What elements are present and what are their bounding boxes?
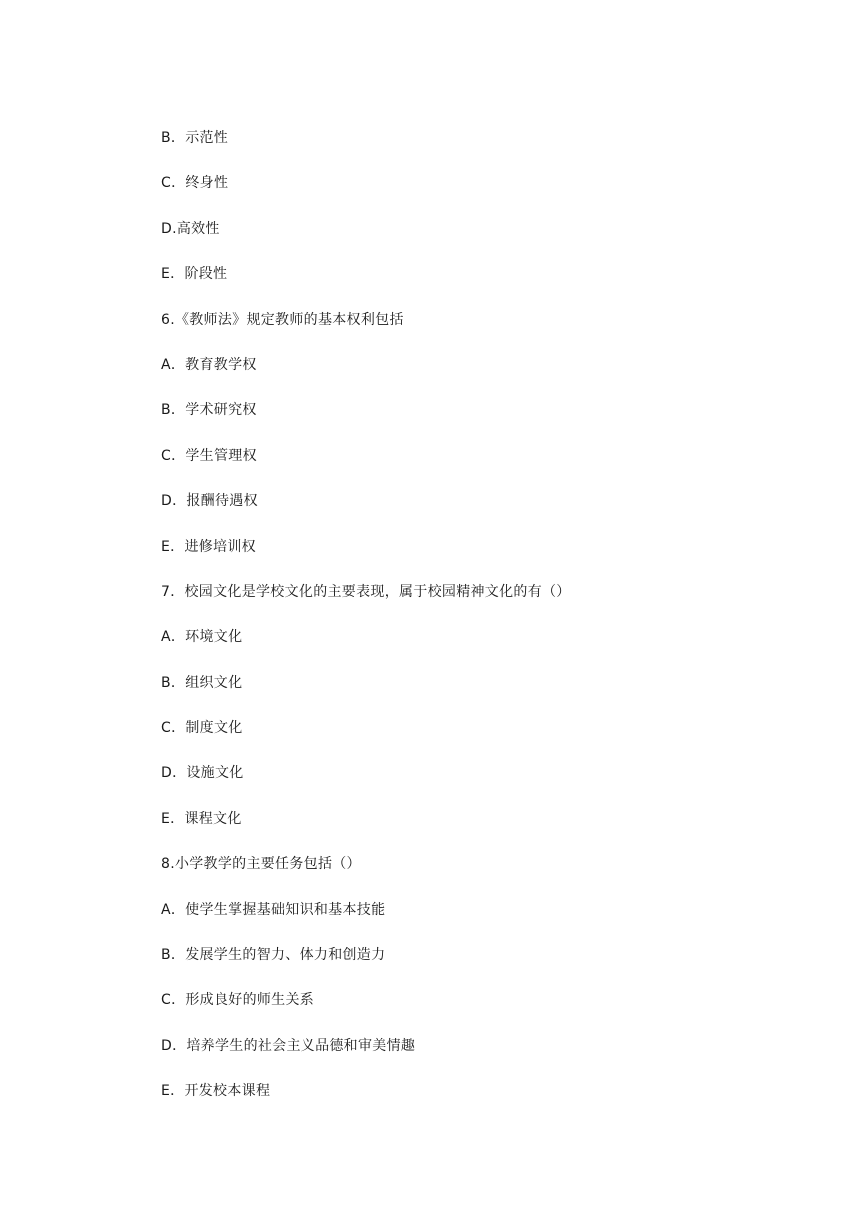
option-line: B．示范性	[161, 130, 229, 146]
option-line: B．组织文化	[161, 674, 243, 691]
option-line: B．学术研究权	[161, 402, 257, 419]
option-line: E．阶段性	[161, 266, 228, 283]
option-line: D.高效性	[161, 220, 220, 237]
option-line: C．形成良好的师生关系	[161, 992, 315, 1009]
option-line: D．设施文化	[161, 765, 244, 782]
question-heading: 8.小学教学的主要任务包括（）	[161, 856, 361, 873]
option-line: A．教育教学权	[161, 356, 257, 373]
question-heading: 7．校园文化是学校文化的主要表现，属于校园精神文化的有（）	[161, 583, 571, 600]
option-line: C．终身性	[161, 175, 229, 192]
option-line: C．学生管理权	[161, 447, 257, 464]
question-text-block	[161, 128, 571, 1127]
option-line: E．进修培训权	[161, 538, 256, 555]
option-line: C．制度文化	[161, 720, 243, 737]
option-line: E．开发校本课程	[161, 1083, 271, 1100]
option-line: B．发展学生的智力、体力和创造力	[161, 947, 386, 964]
option-line: A．环境文化	[161, 629, 243, 646]
option-line: E．课程文化	[161, 810, 242, 827]
option-line: D．报酬待遇权	[161, 493, 258, 510]
question-heading: 6.《教师法》规定教师的基本权利包括	[161, 311, 404, 328]
option-line: D．培养学生的社会主义品德和审美情趣	[161, 1037, 416, 1054]
option-line: A．使学生掌握基础知识和基本技能	[161, 901, 386, 918]
